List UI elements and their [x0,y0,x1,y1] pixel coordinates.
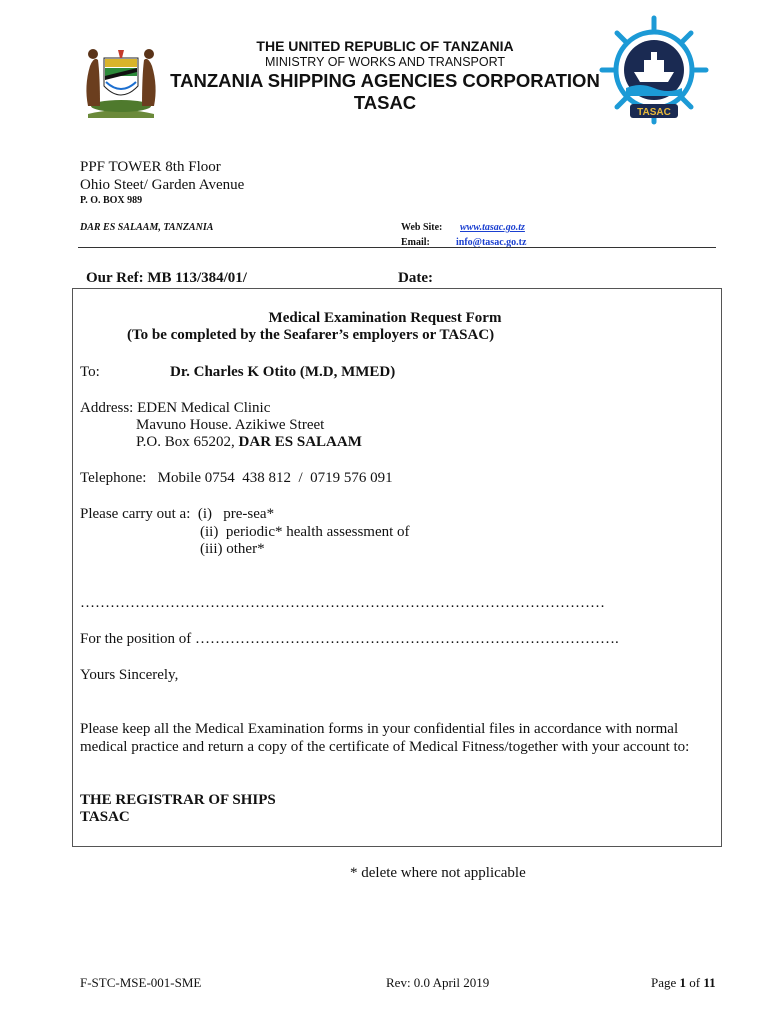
registrar-line-1: THE REGISTRAR OF SHIPS [80,792,276,808]
revision: Rev: 0.0 April 2019 [386,975,490,990]
dotted-line: …………………………………………………………………………………………… [80,595,605,611]
option-other: (iii) other* [200,541,265,557]
tasac-logo-text: TASAC [637,107,671,118]
carry-out-line: Please carry out a: (i) pre-sea* [80,506,275,522]
page-prefix: Page [651,975,680,990]
form-title: Medical Examination Request Form [268,310,502,326]
instructions-line-1: Please keep all the Medical Examination forms in your confidential files in accordance with normal [80,721,679,737]
position-line: For the position of …………………………………………………………………………. [80,631,619,647]
telephone-line: Telephone: Mobile 0754 438 812 / 0719 576 091 [80,470,393,486]
city-country: DAR ES SALAAM, TANZANIA [80,222,214,233]
clinic-pobox [136,434,362,451]
tasac-logo [596,12,712,128]
ministry-heading: MINISTRY OF WORKS AND TRANSPORT [264,55,506,69]
page-current: 1 [679,975,687,990]
address-line-1: PPF TOWER 8th Floor [80,159,221,175]
closing-line: Yours Sincerely, [80,667,179,683]
website-link[interactable]: www.tasac.go.tz [460,222,525,233]
page-of: of [686,975,704,990]
clinic-city: DAR ES SALAAM [238,434,362,450]
address-line-2: Ohio Steet/ Garden Avenue [80,177,245,193]
instructions-line-2: medical practice and return a copy of the certificate of Medical Fitness/together with your account to: [80,739,690,755]
our-ref: Our Ref: MB 113/384/01/ [86,270,247,286]
acronym-heading: TASAC [353,92,417,113]
date-label: Date: [398,270,433,286]
doctor-name: Dr. Charles K Otito (M.D, MMED) [170,364,396,380]
page-total: 11 [703,975,716,990]
email-label: Email: [401,237,430,248]
registrar-line-2: TASAC [80,809,130,825]
form-subtitle: (To be completed by the Seafarer’s employers or TASAC) [127,327,495,343]
page-number [651,975,716,991]
clinic-pobox-number: P.O. Box 65202, [136,434,239,450]
republic-heading: THE UNITED REPUBLIC OF TANZANIA [256,38,514,54]
delete-note: * delete where not applicable [350,865,526,881]
clinic-street: Mavuno House. Azikiwe Street [136,417,325,433]
email-link[interactable]: info@tasac.go.tz [456,237,527,248]
website-label: Web Site: [401,222,443,233]
corporation-heading: TANZANIA SHIPPING AGENCIES CORPORATION [170,70,600,91]
header-divider [78,247,716,248]
clinic-address: Address: EDEN Medical Clinic [80,400,271,416]
form-code: F-STC-MSE-001-SME [80,975,202,990]
option-periodic: (ii) periodic* health assessment of [200,524,410,540]
po-box: P. O. BOX 989 [80,195,143,206]
to-label: To: [80,364,100,380]
